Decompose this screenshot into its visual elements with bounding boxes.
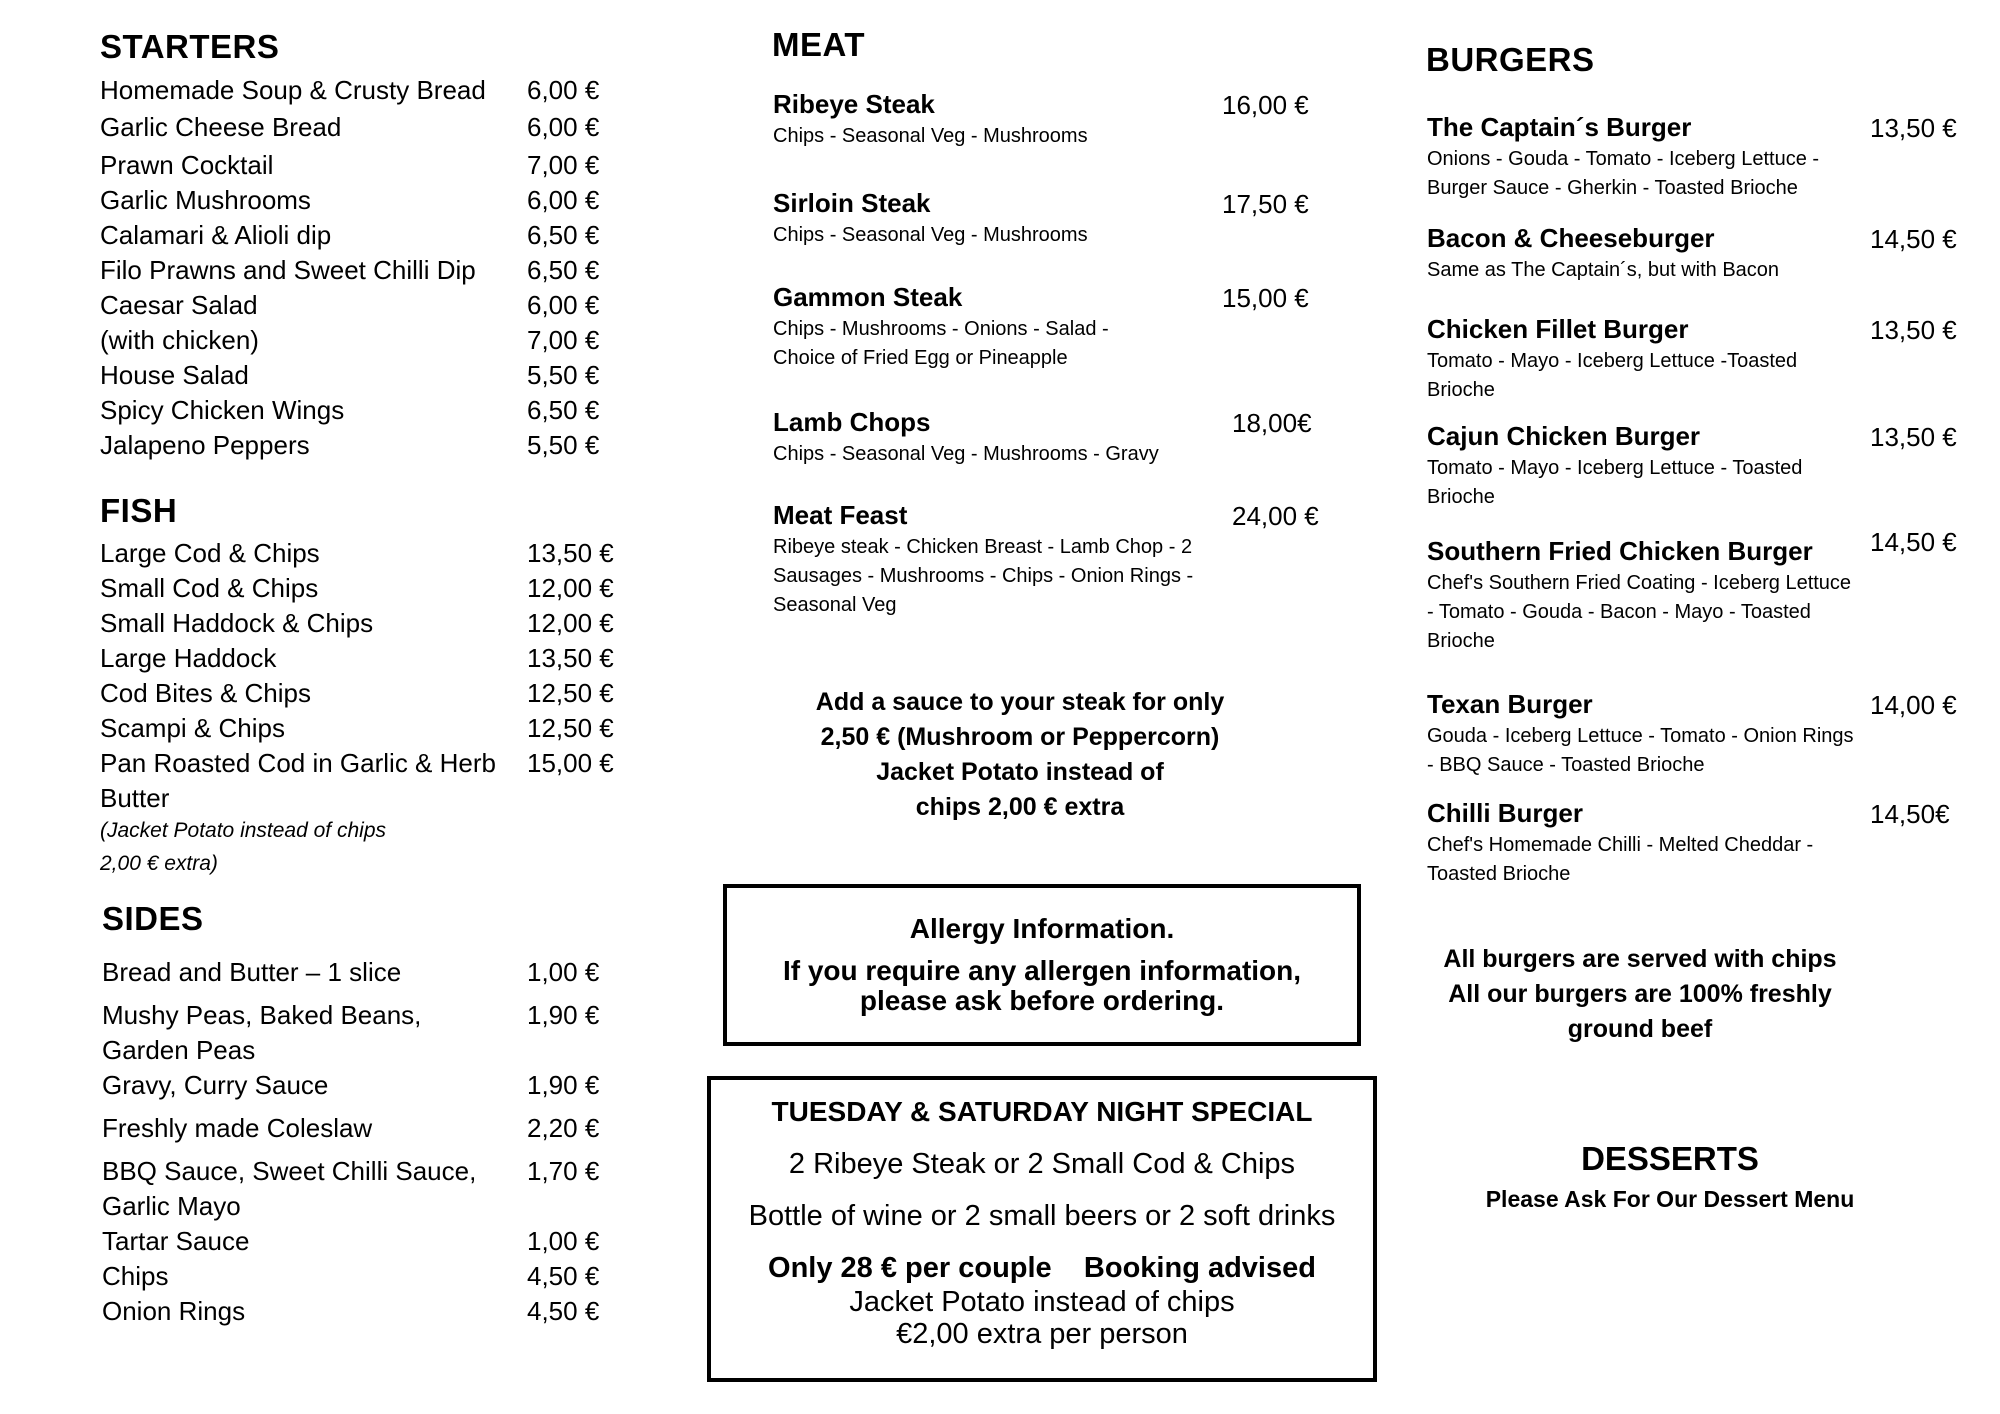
menu-item-description: Onions - Gouda - Tomato - Iceberg Lettuce - Burger Sauce - Gherkin - Toasted Brioche [1427, 148, 1820, 199]
menu-item-price: 7,00 € [527, 150, 600, 180]
menu-item-price: 6,00 € [527, 75, 600, 105]
menu-item-name: Bacon & Cheeseburger [1427, 223, 1715, 253]
menu-item-description: Tomato - Mayo - Iceberg Lettuce -Toasted Brioche [1427, 350, 1798, 401]
menu-item-price: 12,50 € [527, 678, 614, 708]
allergy-title: Allergy Information. [909, 913, 1175, 944]
menu-item-price: 6,00 € [527, 185, 600, 215]
meat-title: MEAT [772, 26, 866, 63]
allergy-text: If you require any allergen information, [782, 955, 1302, 986]
menu-item-name: Sirloin Steak [773, 188, 931, 218]
fish-title: FISH [100, 492, 178, 529]
menu-item-price: 14,50 € [1870, 224, 1957, 254]
burgers-note [1400, 942, 1880, 1047]
menu-item-name: Mushy Peas, Baked Beans, [102, 1000, 422, 1030]
desserts-subtitle: Please Ask For Our Dessert Menu [1485, 1186, 1855, 1212]
sauce-note-line: 2,50 € (Mushroom or Peppercorn) [820, 723, 1220, 751]
menu-item-description: Ribeye steak - Chicken Breast - Lamb Chop - 2 Sausages - Mushrooms - Chips - Onion Rings - Seasonal Veg [773, 536, 1194, 616]
menu-item-price: 12,00 € [527, 573, 614, 603]
sides-title: SIDES [102, 900, 204, 937]
menu-item-price: 13,50 € [1870, 315, 1957, 345]
menu-item-price: 13,50 € [1870, 113, 1957, 143]
menu-item-name: Jalapeno Peppers [100, 430, 310, 460]
menu-item-name: The Captain´s Burger [1427, 112, 1692, 142]
special-line: €2,00 extra per person [896, 1318, 1188, 1350]
menu-item-price: 5,50 € [527, 430, 600, 460]
menu-item-name: Large Haddock [100, 643, 277, 673]
menu-item-name: Chips [102, 1261, 169, 1291]
menu-item-price: 1,90 € [527, 1070, 600, 1100]
burgers-note-line: All our burgers are 100% freshly [1448, 980, 1832, 1008]
menu-item-description: Chips - Mushrooms - Onions - Salad - Choice of Fried Egg or Pineapple [773, 318, 1109, 369]
menu-item-name: Texan Burger [1427, 689, 1593, 719]
menu-item-price: 18,00€ [1232, 408, 1312, 438]
burgers-title: BURGERS [1426, 41, 1595, 78]
menu-item-name: Filo Prawns and Sweet Chilli Dip [100, 255, 476, 285]
menu-item-name-continued: Garden Peas [102, 1035, 256, 1065]
menu-item-name: Small Haddock & Chips [100, 608, 374, 638]
menu-item-name: Spicy Chicken Wings [100, 395, 345, 425]
special-line: Bottle of wine or 2 small beers or 2 soft drinks [748, 1200, 1336, 1232]
menu-item-name: Onion Rings [102, 1296, 246, 1326]
menu-item-price: 1,70 € [527, 1156, 600, 1186]
menu-item-price: 1,00 € [527, 1226, 600, 1256]
menu-item-name: Tartar Sauce [102, 1226, 250, 1256]
menu-item-description: Gouda - Iceberg Lettuce - Tomato - Onion Rings - BBQ Sauce - Toasted Brioche [1427, 725, 1854, 776]
menu-item-price: 4,50 € [527, 1261, 600, 1291]
sauce-note-line: Jacket Potato instead of [876, 758, 1164, 786]
menu-item-name: Scampi & Chips [100, 713, 285, 743]
menu-item-name: (with chicken) [100, 325, 259, 355]
special-line: 2 Ribeye Steak or 2 Small Cod & Chips [788, 1148, 1296, 1180]
menu-item-description: Same as The Captain´s, but with Bacon [1427, 259, 1780, 281]
menu-item-name: Bread and Butter – 1 slice [102, 957, 402, 987]
menu-item-name: BBQ Sauce, Sweet Chilli Sauce, [102, 1156, 477, 1186]
menu-item-description: Chef's Southern Fried Coating - Iceberg Lettuce - Tomato - Gouda - Bacon - Mayo - Toasted Brioche [1427, 572, 1852, 652]
special-price: Only 28 € per couple Booking advised [768, 1252, 1316, 1284]
menu-item-price: 13,50 € [1870, 422, 1957, 452]
menu-item-name: Cajun Chicken Burger [1427, 421, 1701, 451]
menu-item-name: Freshly made Coleslaw [102, 1113, 373, 1143]
menu-item-name: Lamb Chops [773, 407, 931, 437]
menu-item-description: Chips - Seasonal Veg - Mushrooms [773, 125, 1088, 147]
menu-item-price: 24,00 € [1232, 501, 1319, 531]
menu-item-name: Caesar Salad [100, 290, 258, 320]
menu-item-name-continued: Garlic Mayo [102, 1191, 241, 1221]
menu-item-price: 16,00 € [1222, 90, 1309, 120]
menu-item-name: Homemade Soup & Crusty Bread [100, 75, 486, 105]
menu-item-name: Garlic Mushrooms [100, 185, 311, 215]
menu-item-description: Tomato - Mayo - Iceberg Lettuce - Toasted Brioche [1427, 457, 1803, 508]
menu-item-price: 6,50 € [527, 255, 600, 285]
sauce-note [740, 685, 1300, 825]
menu-item-description: Chips - Seasonal Veg - Mushrooms [773, 224, 1088, 246]
starters-title: STARTERS [100, 28, 280, 65]
special-title: TUESDAY & SATURDAY NIGHT SPECIAL [771, 1096, 1313, 1127]
menu-item-price: 14,50 € [1870, 527, 1957, 557]
fish-note: (Jacket Potato instead of chips [100, 819, 386, 842]
fish-note: 2,00 € extra) [100, 852, 218, 875]
menu-item-price: 12,00 € [527, 608, 614, 638]
menu-item-name: Garlic Cheese Bread [100, 112, 342, 142]
menu-item-price: 15,00 € [1222, 283, 1309, 313]
menu-item-price: 6,50 € [527, 220, 600, 250]
night-special-box [707, 1076, 1377, 1382]
menu-item-name: Cod Bites & Chips [100, 678, 311, 708]
menu-item-price: 1,00 € [527, 957, 600, 987]
menu-item-price: 4,50 € [527, 1296, 600, 1326]
menu-item-price: 12,50 € [527, 713, 614, 743]
menu-item-name: Small Cod & Chips [100, 573, 319, 603]
menu-item-price: 13,50 € [527, 538, 614, 568]
allergy-box [723, 884, 1361, 1046]
menu-item-price: 5,50 € [527, 360, 600, 390]
menu-item-name: Chicken Fillet Burger [1427, 314, 1689, 344]
menu-item-price: 6,00 € [527, 112, 600, 142]
menu-item-name: Calamari & Alioli dip [100, 220, 332, 250]
menu-item-price: 13,50 € [527, 643, 614, 673]
menu-item-name-continued: Butter [100, 783, 170, 813]
menu-item-price: 15,00 € [527, 748, 614, 778]
menu-item-name: House Salad [100, 360, 249, 390]
sauce-note-line: Add a sauce to your steak for only [815, 688, 1225, 716]
menu-item-name: Gravy, Curry Sauce [102, 1070, 329, 1100]
special-line: Jacket Potato instead of chips [849, 1286, 1235, 1318]
menu-item-price: 14,00 € [1870, 690, 1957, 720]
menu-item-price: 14,50€ [1870, 799, 1950, 829]
burgers-note-line: All burgers are served with chips [1443, 945, 1837, 973]
menu-item-price: 1,90 € [527, 1000, 600, 1030]
allergy-text: please ask before ordering. [859, 985, 1225, 1016]
menu-item-name: Pan Roasted Cod in Garlic & Herb [100, 748, 496, 778]
menu-item-name: Prawn Cocktail [100, 150, 274, 180]
menu-item-description: Chef's Homemade Chilli - Melted Cheddar - Toasted Brioche [1427, 834, 1814, 885]
desserts-title: DESSERTS [1581, 1140, 1759, 1177]
menu-item-name: Southern Fried Chicken Burger [1427, 536, 1813, 566]
menu-item-name: Ribeye Steak [773, 89, 935, 119]
menu-item-price: 17,50 € [1222, 189, 1309, 219]
menu-item-price: 6,00 € [527, 290, 600, 320]
menu-item-name: Gammon Steak [773, 282, 963, 312]
sauce-note-line: chips 2,00 € extra [915, 793, 1125, 821]
menu-item-name: Chilli Burger [1427, 798, 1584, 828]
menu-item-price: 2,20 € [527, 1113, 600, 1143]
burgers-note-line: ground beef [1567, 1015, 1713, 1043]
menu-item-price: 6,50 € [527, 395, 600, 425]
menu-item-description: Chips - Seasonal Veg - Mushrooms - Gravy [773, 443, 1159, 465]
menu-item-name: Large Cod & Chips [100, 538, 320, 568]
menu-item-name: Meat Feast [773, 500, 908, 530]
menu-item-price: 7,00 € [527, 325, 600, 355]
